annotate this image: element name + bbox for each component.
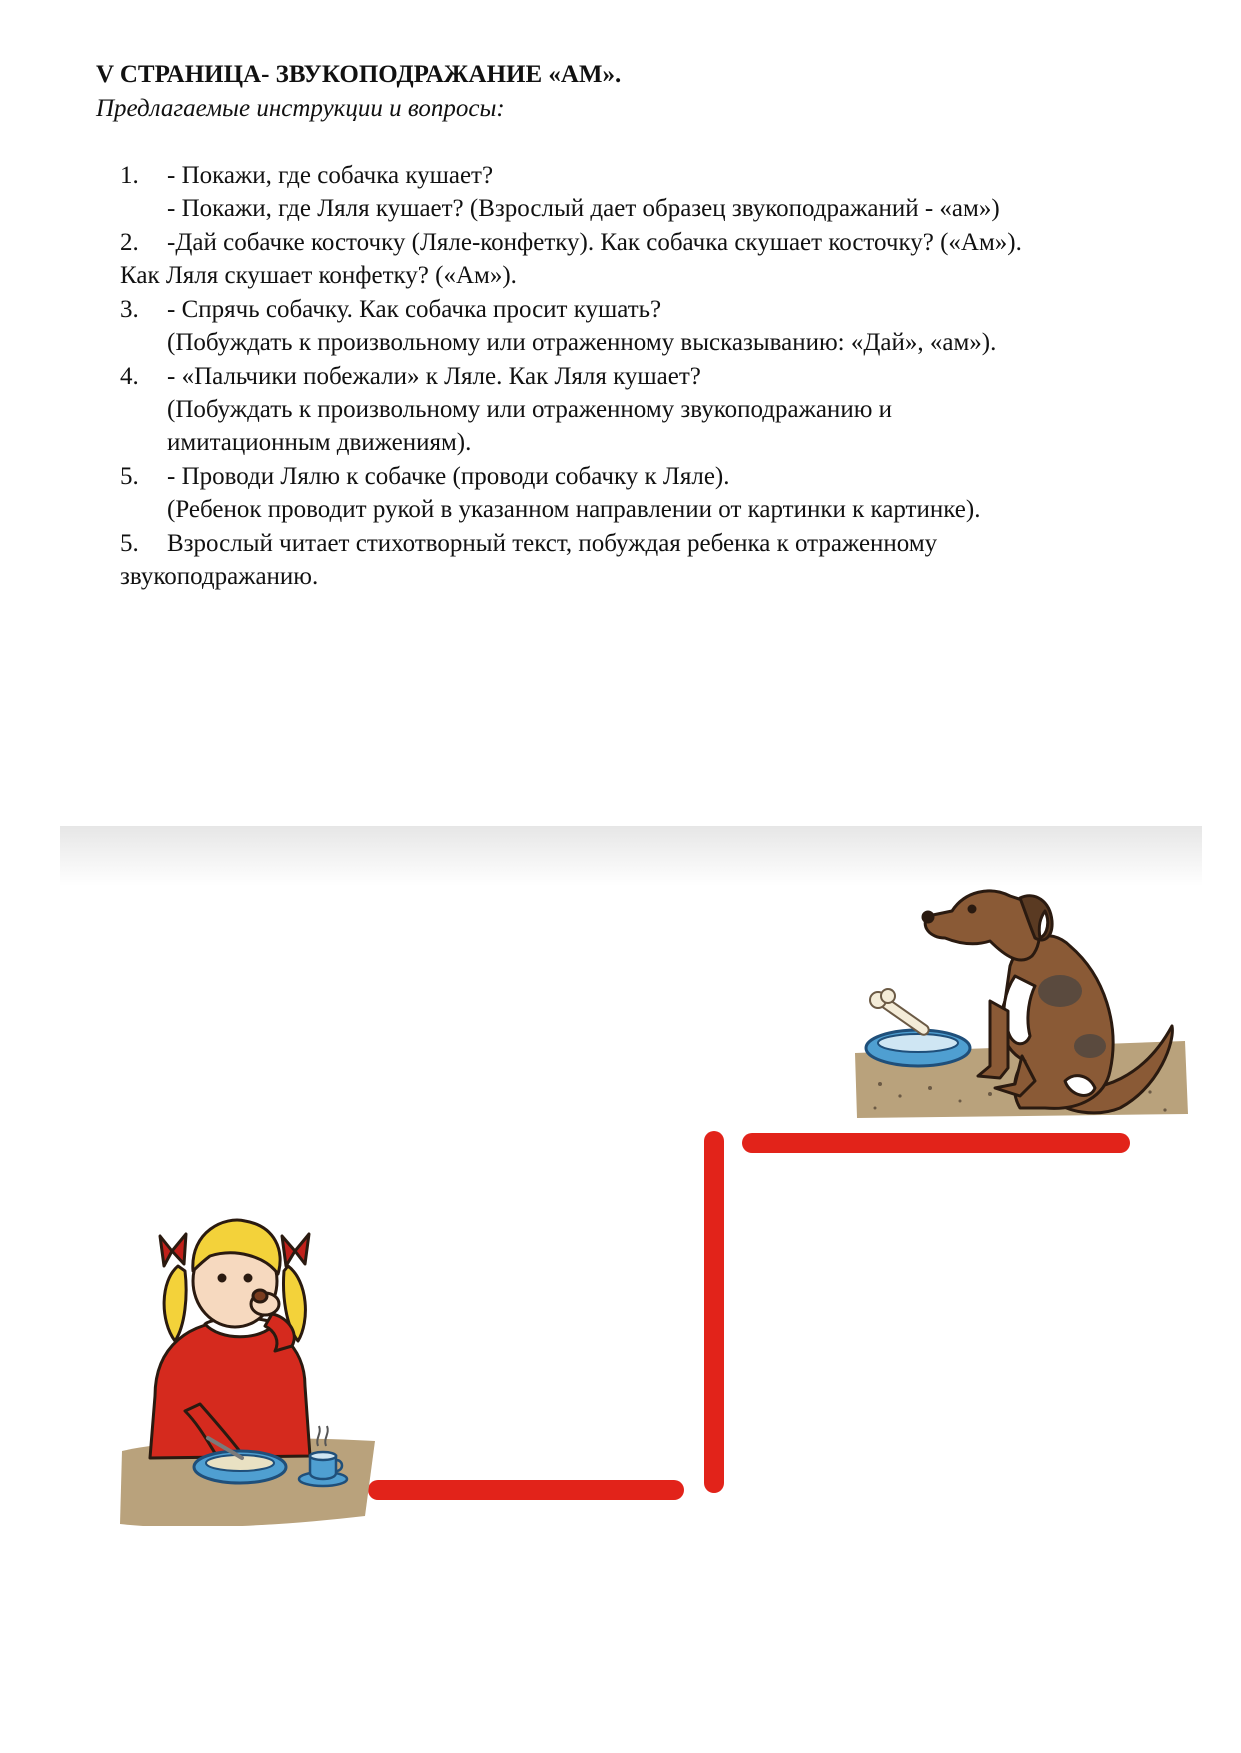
- instruction-4-line-2: (Побуждать к произвольному или отраженному звукоподражанию и: [167, 396, 892, 423]
- instruction-2-line-2: Как Ляля скушает конфетку? («Ам»).: [120, 262, 517, 289]
- instruction-5-line-1: - Проводи Лялю к собачке (проводи собачку к Ляле).: [167, 463, 730, 490]
- instruction-2-number: 2.: [120, 229, 139, 256]
- instruction-3-line-1: - Спрячь собачку. Как собачка просит кушать?: [167, 296, 662, 323]
- instruction-1-line-1: - Покажи, где собачка кушает?: [167, 162, 494, 189]
- instruction-4-line-3: имитационным движениям).: [167, 429, 472, 456]
- instruction-4-line-1: - «Пальчики побежали» к Ляле. Как Ляля кушает?: [167, 363, 701, 390]
- instruction-6-number: 5.: [120, 530, 139, 557]
- girl-picture[interactable]: [120, 1220, 375, 1526]
- path-segment-bottom[interactable]: [368, 1480, 684, 1500]
- red-path[interactable]: [368, 1131, 1130, 1500]
- instruction-1-line-2: - Покажи, где Ляля кушает? (Взрослый дает образец звукоподражаний - «ам»): [167, 195, 1000, 222]
- page-title: V СТРАНИЦА- ЗВУКОПОДРАЖАНИЕ «АМ».: [96, 61, 622, 88]
- instruction-3-number: 3.: [120, 296, 139, 323]
- instruction-2-line-1: -Дай собачке косточку (Ляле-конфетку). Как собачка скушает косточку? («Ам»).: [167, 229, 1022, 256]
- instruction-5-number: 5.: [120, 463, 139, 490]
- scan-band: [60, 826, 1202, 886]
- path-segment-top[interactable]: [742, 1133, 1130, 1153]
- instruction-6-line-1: Взрослый читает стихотворный текст, побуждая ребенка к отраженному: [167, 530, 938, 557]
- instruction-4-number: 4.: [120, 363, 139, 390]
- instruction-1-number: 1.: [120, 162, 139, 189]
- path-segment-vertical[interactable]: [704, 1131, 724, 1493]
- page-subtitle: Предлагаемые инструкции и вопросы:: [96, 95, 505, 122]
- instruction-5-line-2: (Ребенок проводит рукой в указанном направлении от картинки к картинке).: [167, 496, 981, 523]
- instruction-3-line-2: (Побуждать к произвольному или отраженному высказыванию: «Дай», «ам»).: [167, 329, 997, 356]
- girl-icon: [150, 1220, 310, 1461]
- dog-picture[interactable]: [855, 891, 1188, 1118]
- instruction-6-line-2: звукоподражанию.: [120, 563, 319, 590]
- path-illustration: [60, 826, 1202, 1526]
